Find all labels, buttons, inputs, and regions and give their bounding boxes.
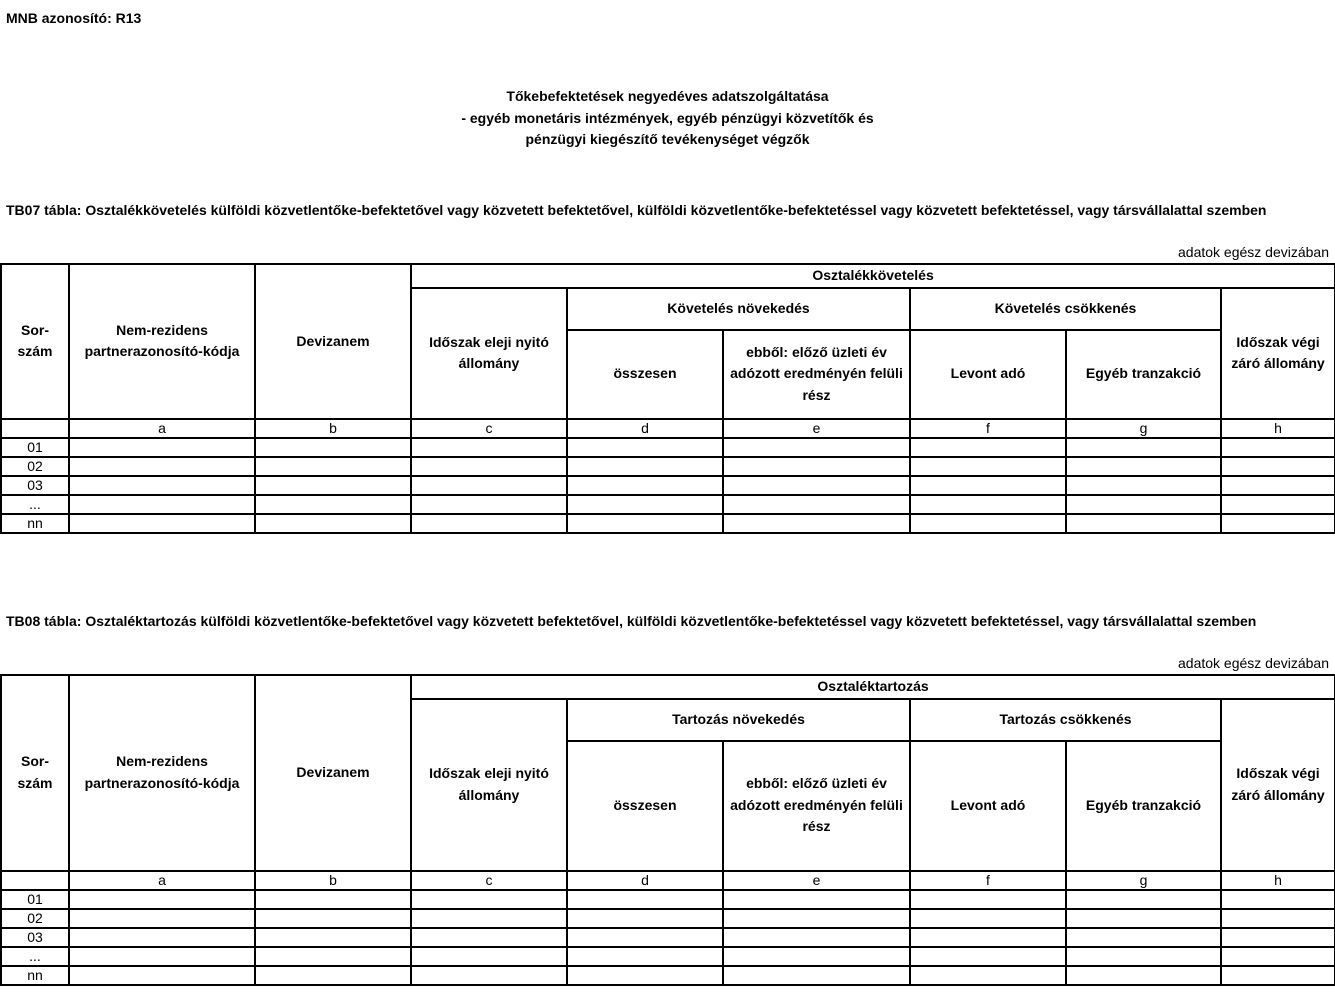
- header-partner-code: Nem-rezidens partnerazonosító-kódja: [69, 675, 255, 871]
- column-letter: g: [1066, 871, 1221, 890]
- data-cell[interactable]: [723, 476, 910, 495]
- data-cell[interactable]: [567, 495, 723, 514]
- table-row: [1, 928, 1335, 947]
- data-cell[interactable]: [255, 438, 411, 457]
- data-cell[interactable]: [910, 476, 1066, 495]
- data-cell[interactable]: [910, 947, 1066, 966]
- table-row: [1, 947, 1335, 966]
- row-number: 02: [1, 909, 69, 928]
- data-cell[interactable]: [1221, 457, 1335, 476]
- column-letter: e: [723, 419, 910, 438]
- table-tb08: [0, 674, 1335, 986]
- header-group-main: Osztaléktartozás: [411, 675, 1335, 699]
- data-cell[interactable]: [1221, 514, 1335, 533]
- header-opening-balance: Időszak eleji nyitó állomány: [411, 288, 567, 419]
- data-cell[interactable]: [255, 909, 411, 928]
- data-cell[interactable]: [411, 457, 567, 476]
- data-cell[interactable]: [255, 928, 411, 947]
- data-cell[interactable]: [567, 457, 723, 476]
- data-cell[interactable]: [1221, 909, 1335, 928]
- header-withheld-tax: Levont adó: [910, 330, 1066, 419]
- column-letter: f: [910, 871, 1066, 890]
- row-number: 02: [1, 457, 69, 476]
- table-row: [1, 890, 1335, 909]
- data-cell[interactable]: [1221, 947, 1335, 966]
- data-cell[interactable]: [1221, 928, 1335, 947]
- table-row: [1, 457, 1335, 476]
- data-cell[interactable]: [567, 438, 723, 457]
- data-cell[interactable]: [1066, 476, 1221, 495]
- table-caption-tb08: TB08 tábla: Osztaléktartozás külföldi közvetlentőke-befektetővel vagy közvetett befektetővel, külföldi közvetlentőke-befektetéssel vagy közvetett befektetéssel, vagy társvállalattal szemben: [6, 613, 1257, 629]
- data-cell[interactable]: [1066, 890, 1221, 909]
- data-cell[interactable]: [69, 928, 255, 947]
- data-cell[interactable]: [255, 947, 411, 966]
- data-cell[interactable]: [567, 909, 723, 928]
- header-group-increase: Tartozás növekedés: [567, 699, 910, 741]
- data-cell[interactable]: [69, 495, 255, 514]
- column-letter: c: [411, 419, 567, 438]
- data-cell[interactable]: [411, 476, 567, 495]
- title-line: Tőkebefektetések negyedéves adatszolgáltatása: [506, 88, 829, 104]
- table-tb07: [0, 263, 1335, 534]
- data-cell[interactable]: [723, 909, 910, 928]
- table-caption-tb07: TB07 tábla: Osztalékkövetelés külföldi közvetlentőke-befektetővel vagy közvetett befektetővel, külföldi közvetlentőke-befektetéssel vagy közvetett befektetéssel, vagy társvállalattal szemben: [6, 202, 1267, 218]
- data-cell[interactable]: [1066, 947, 1221, 966]
- unit-note-tb08: adatok egész devizában: [1178, 655, 1329, 671]
- data-cell[interactable]: [910, 514, 1066, 533]
- column-letter: g: [1066, 419, 1221, 438]
- row-number: 03: [1, 928, 69, 947]
- data-cell[interactable]: [411, 947, 567, 966]
- data-cell[interactable]: [1066, 928, 1221, 947]
- header-sorszam: Sor-szám: [1, 675, 69, 871]
- data-cell[interactable]: [567, 966, 723, 985]
- row-number: 01: [1, 890, 69, 909]
- data-cell[interactable]: [910, 966, 1066, 985]
- data-cell[interactable]: [69, 457, 255, 476]
- mnb-identifier: MNB azonosító: R13: [6, 10, 142, 26]
- data-cell[interactable]: [69, 947, 255, 966]
- letter-cell-empty: [1, 871, 69, 890]
- header-group-main: Osztalékkövetelés: [411, 264, 1335, 288]
- data-cell[interactable]: [723, 947, 910, 966]
- data-cell[interactable]: [567, 890, 723, 909]
- data-cell[interactable]: [910, 495, 1066, 514]
- data-cell[interactable]: [255, 514, 411, 533]
- column-letter: e: [723, 871, 910, 890]
- data-cell[interactable]: [1221, 438, 1335, 457]
- data-cell[interactable]: [411, 495, 567, 514]
- data-cell[interactable]: [1066, 966, 1221, 985]
- header-withheld-tax: Levont adó: [910, 741, 1066, 871]
- data-cell[interactable]: [69, 514, 255, 533]
- data-cell[interactable]: [1221, 495, 1335, 514]
- header-group-decrease: Követelés csökkenés: [910, 288, 1221, 330]
- column-letter: d: [567, 419, 723, 438]
- row-number: ...: [1, 495, 69, 514]
- row-number: ...: [1, 947, 69, 966]
- header-of-which: ebből: előző üzleti év adózott eredményén felüli rész: [723, 330, 910, 419]
- data-cell[interactable]: [1066, 457, 1221, 476]
- data-cell[interactable]: [1221, 476, 1335, 495]
- data-cell[interactable]: [1066, 438, 1221, 457]
- data-cell[interactable]: [723, 928, 910, 947]
- table-row: [1, 966, 1335, 985]
- data-cell[interactable]: [910, 438, 1066, 457]
- table-row: [1, 909, 1335, 928]
- data-cell[interactable]: [411, 909, 567, 928]
- data-cell[interactable]: [723, 457, 910, 476]
- data-cell[interactable]: [1066, 495, 1221, 514]
- data-cell[interactable]: [69, 909, 255, 928]
- header-closing-balance: Időszak végi záró állomány: [1221, 699, 1335, 871]
- header-group-increase: Követelés növekedés: [567, 288, 910, 330]
- data-cell[interactable]: [255, 457, 411, 476]
- data-cell[interactable]: [69, 890, 255, 909]
- data-cell[interactable]: [723, 966, 910, 985]
- header-other-transaction: Egyéb tranzakció: [1066, 741, 1221, 871]
- title-line: - egyéb monetáris intézmények, egyéb pénzügyi közvetítők és: [461, 109, 874, 126]
- title-line: pénzügyi kiegészítő tevékenységet végzők: [525, 131, 810, 147]
- data-cell[interactable]: [69, 966, 255, 985]
- header-of-which: ebből: előző üzleti év adózott eredményén felüli rész: [723, 741, 910, 871]
- header-devizanem: Devizanem: [255, 264, 411, 419]
- unit-note-tb07: adatok egész devizában: [1178, 244, 1329, 260]
- data-cell[interactable]: [567, 514, 723, 533]
- data-cell[interactable]: [567, 928, 723, 947]
- header-total: összesen: [567, 330, 723, 419]
- header-sorszam: Sor-szám: [1, 264, 69, 419]
- table-row: [1, 495, 1335, 514]
- row-number: nn: [1, 514, 69, 533]
- data-cell[interactable]: [255, 495, 411, 514]
- data-cell[interactable]: [411, 890, 567, 909]
- column-letter: h: [1221, 419, 1335, 438]
- data-cell[interactable]: [723, 514, 910, 533]
- table-row: [1, 438, 1335, 457]
- data-cell[interactable]: [1221, 890, 1335, 909]
- data-cell[interactable]: [910, 457, 1066, 476]
- header-group-decrease: Tartozás csökkenés: [910, 699, 1221, 741]
- letter-cell-empty: [1, 419, 69, 438]
- data-cell[interactable]: [255, 890, 411, 909]
- data-cell[interactable]: [567, 947, 723, 966]
- data-cell[interactable]: [723, 495, 910, 514]
- data-cell[interactable]: [411, 514, 567, 533]
- column-letter: b: [255, 871, 411, 890]
- data-cell[interactable]: [723, 438, 910, 457]
- column-letter: d: [567, 871, 723, 890]
- row-number: 03: [1, 476, 69, 495]
- document-title: [0, 86, 1335, 151]
- data-cell[interactable]: [723, 890, 910, 909]
- row-number: nn: [1, 966, 69, 985]
- header-devizanem: Devizanem: [255, 675, 411, 871]
- column-letter: a: [69, 419, 255, 438]
- column-letter: f: [910, 419, 1066, 438]
- column-letter: c: [411, 871, 567, 890]
- data-cell[interactable]: [255, 476, 411, 495]
- header-opening-balance: Időszak eleji nyitó állomány: [411, 699, 567, 871]
- data-cell[interactable]: [255, 966, 411, 985]
- data-cell[interactable]: [910, 928, 1066, 947]
- row-number: 01: [1, 438, 69, 457]
- column-letter: a: [69, 871, 255, 890]
- header-other-transaction: Egyéb tranzakció: [1066, 330, 1221, 419]
- data-cell[interactable]: [1221, 966, 1335, 985]
- data-cell[interactable]: [411, 966, 567, 985]
- column-letter: h: [1221, 871, 1335, 890]
- table-row: [1, 476, 1335, 495]
- header-total: összesen: [567, 741, 723, 871]
- header-closing-balance: Időszak végi záró állomány: [1221, 288, 1335, 419]
- data-cell[interactable]: [910, 909, 1066, 928]
- data-cell[interactable]: [567, 476, 723, 495]
- data-cell[interactable]: [411, 438, 567, 457]
- data-cell[interactable]: [411, 928, 567, 947]
- header-partner-code: Nem-rezidens partnerazonosító-kódja: [69, 264, 255, 419]
- column-letter: b: [255, 419, 411, 438]
- table-row: [1, 514, 1335, 533]
- data-cell[interactable]: [910, 890, 1066, 909]
- data-cell[interactable]: [1066, 514, 1221, 533]
- data-cell[interactable]: [69, 476, 255, 495]
- data-cell[interactable]: [1066, 909, 1221, 928]
- data-cell[interactable]: [69, 438, 255, 457]
